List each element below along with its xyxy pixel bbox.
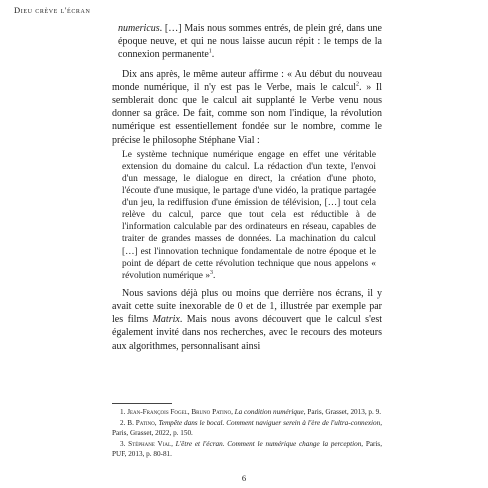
note-ref-2: 2 [356, 81, 360, 88]
footnote-number: 1. [120, 408, 126, 416]
quote-italic-lead: numericus [118, 23, 160, 34]
paragraph-2-text-b: . Mais nous avons découvert que le calcul s'est également invité dans nos recherches, avec le recours des moteurs aux algorithmes, personnalisant ainsi [112, 314, 382, 352]
footnote-3: 3. Stéphane Vial, L'être et l'écran. Comment le numérique change la perception, Paris, PUF, 2013, p. 80-81. [112, 440, 383, 458]
quote-continuation [118, 22, 382, 62]
footnote-authors: Jean-François Fogel, Bruno Patino [127, 408, 232, 416]
paragraph-1 [112, 68, 382, 147]
note-ref-3: 3 [210, 269, 214, 276]
paragraph-2-text-a: Nous savions déjà plus ou moins que derrière nos écrans, il y avait cette suite inexorable de 0 et de 1, illustrée par exemple par les films [112, 287, 382, 326]
block-quote-end: . [213, 270, 216, 281]
paragraph-1-text-b: . » Il semblerait donc que le calcul ait supplanté le Verbe venu nous donner sa grâce. De fait, comme son nom l'indique, la révolution numérique est essentiellement fondée sur le nombre, comme le précise le philosophe Stéphane Vial : [112, 81, 383, 146]
footnote-title: La condition numérique [234, 408, 304, 416]
film-title: Matrix [152, 314, 180, 326]
footnote-rest: , Paris, Grasset, 2013, p. 9. [303, 408, 382, 416]
footnote-number: 3. [120, 440, 126, 449]
footnote-title: L'être et l'écran. Comment le numérique change la perception [175, 440, 362, 449]
footnote-authors: Stéphane Vial [128, 440, 172, 449]
paragraph-1-text-a: Dix ans après, le même auteur affirme : « Au début du nouveau monde numérique, il n'y est pas le Verbe, mais le calcul [112, 68, 382, 93]
footnote-title: Tempête dans le bocal. Comment naviguer serein à l'ère de l'ultra-connexion [158, 419, 381, 428]
note-ref-1: 1 [208, 49, 212, 56]
block-quote-text: Le système technique numérique engage en effet une véritable extension du domaine du calcul. La rédaction d'un texte, l'envoi d'un message, le dialogue en direct, la création d'une photo, l'écoute d'une musique, le partage d'une vidéo, la pratique partagée d'un jeu, la rediffusion d'une émission de télévision, […] tout cela relève du calcul, parce que tout cela est réductible à de l'information calculable par des ordinateurs en réseau, capables de traiter de grandes masses de données. La machination du calcul […] est l'innovation technique fondamentale de notre époque et le point de départ de cette révolution technique que nous appelons « révolution numérique » [122, 149, 376, 281]
footnote-1: 1. Jean-François Fogel, Bruno Patino, La condition numérique, Paris, Grasset, 2013, p. 9. [120, 408, 382, 416]
footnote-divider [112, 403, 172, 404]
footnote-2: 2. B. Patino, Tempête dans le bocal. Comment naviguer serein à l'ère de l'ultra-connexion, Paris, Grasset, 2022, p. 150. [112, 419, 383, 437]
block-quote [122, 149, 376, 282]
quote-end: . [211, 49, 215, 61]
footnote-authors: B. Patino [127, 419, 155, 428]
page-body [112, 22, 382, 353]
footnotes [112, 403, 382, 461]
footnote-rest: , Paris, Grasset, 2022, p. 150. [112, 419, 383, 437]
running-header: Dieu crève l'écran [14, 5, 91, 15]
quote-continuation-text: . […] Mais nous sommes entrés, de plein gré, dans une époque neuve, et qui ne nous laisse aucun répit : le temps de la connexion permanente [118, 23, 382, 61]
footnote-number: 2. [120, 419, 126, 428]
footnote-rest: , Paris, PUF, 2013, p. 80-81. [112, 440, 383, 458]
paragraph-2 [112, 287, 382, 353]
page-number: 6 [241, 473, 247, 483]
